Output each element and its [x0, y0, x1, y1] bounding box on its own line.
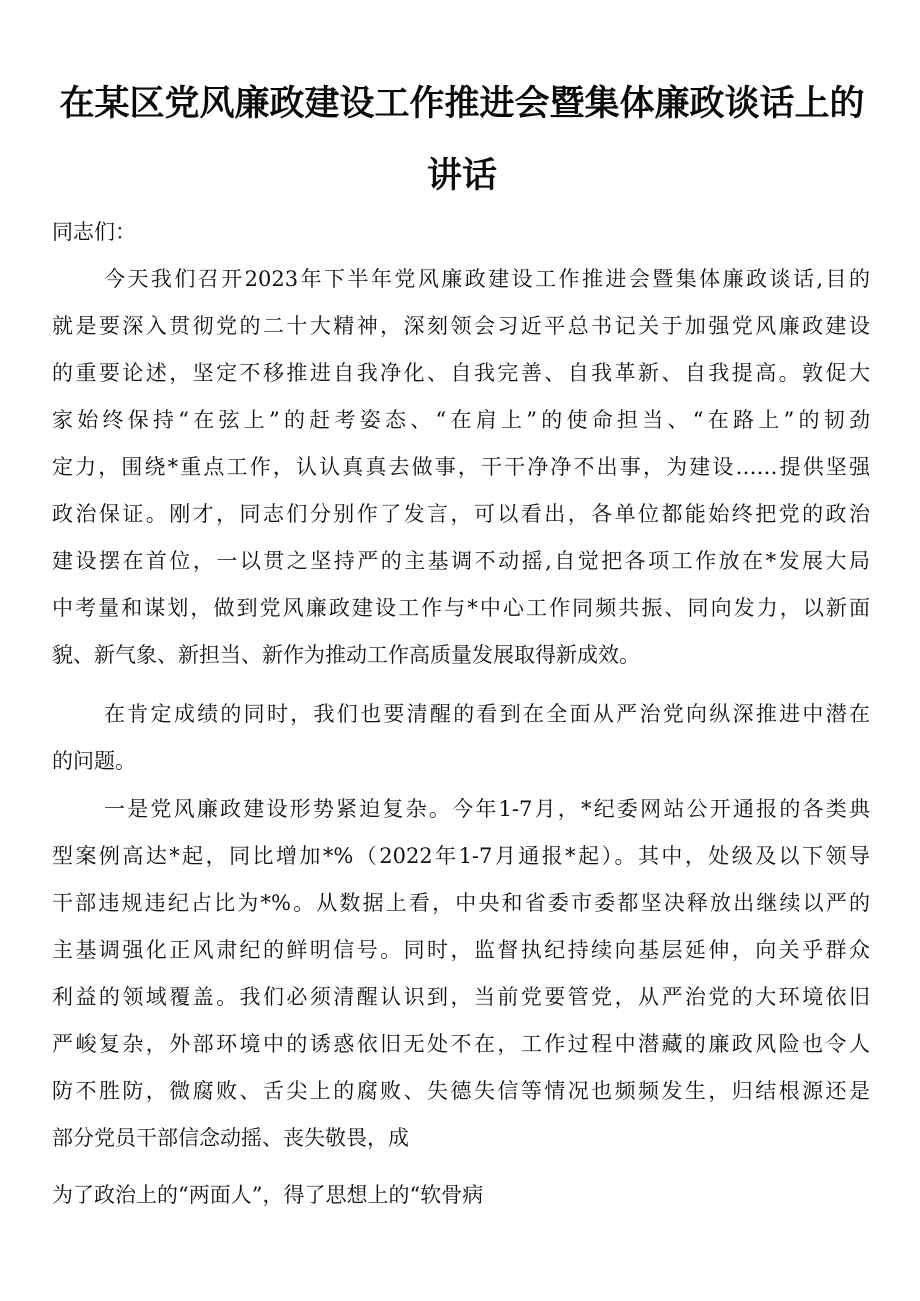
body-line: 政治保证。刚才，同志们分别作了发言，可以看出，各单位都能始终把党的政治 — [52, 502, 870, 526]
body-line: 利益的领域覆盖。我们必须清醒认识到，当前党要管党，从严治党的大环境依旧 — [52, 985, 870, 1009]
document-title-line-1: 在某区党风廉政建设工作推进会暨集体廉政谈话上的 — [59, 84, 865, 124]
body-line: 建设摆在首位，一以贯之坚持严的主基调不动摇,自觉把各项工作放在*发展大局 — [52, 549, 870, 573]
body-line: 的重要论述，坚定不移推进自我净化、自我完善、自我革新、自我提高。敦促大 — [52, 361, 870, 385]
body-line: 为了政治上的“两面人”，得了思想上的“软骨病 — [52, 1183, 484, 1207]
body-line: 一是党风廉政建设形势紧迫复杂。今年1-7月，*纪委网站公开通报的各类典 — [104, 797, 870, 821]
body-line: 的问题。 — [52, 749, 136, 773]
body-line: 干部违规违纪占比为*%。从数据上看，中央和省委市委都坚决释放出继续以严的 — [52, 891, 870, 915]
body-line: 今天我们召开2023年下半年党风廉政建设工作推进会暨集体廉政谈话,目的 — [104, 267, 870, 291]
body-line: 在肯定成绩的同时，我们也要清醒的看到在全面从严治党向纵深推进中潜在 — [104, 702, 870, 726]
body-line: 型案例高达*起，同比增加*%（2022年1-7月通报*起）。其中，处级及以下领导 — [52, 844, 870, 868]
body-line: 防不胜防，微腐败、舌尖上的腐败、失德失信等情况也频频发生，归结根源还是 — [52, 1079, 870, 1103]
body-line: 严峻复杂，外部环境中的诱惑依旧无处不在，工作过程中潜藏的廉政风险也令人 — [52, 1032, 870, 1056]
body-line: 家始终保持“在弦上”的赶考姿态、“在肩上”的使命担当、“在路上”的韧劲 — [52, 408, 870, 432]
body-line: 貌、新气象、新担当、新作为推动工作高质量发展取得新成效。 — [52, 643, 640, 667]
body-line: 部分党员干部信念动摇、丧失敬畏，成 — [52, 1126, 409, 1150]
body-line: 主基调强化正风肃纪的鲜明信号。同时，监督执纪持续向基层延伸，向关乎群众 — [52, 938, 870, 962]
salutation: 同志们： — [52, 220, 136, 244]
body-line: 就是要深入贯彻党的二十大精神，深刻领会习近平总书记关于加强党风廉政建设 — [52, 314, 870, 338]
body-line: 中考量和谋划，做到党风廉政建设工作与*中心工作同频共振、同向发力，以新面 — [52, 596, 870, 620]
body-line: 定力，围绕*重点工作，认认真真去做事，干干净净不出事，为建设……提供坚强 — [52, 455, 870, 479]
document-title-line-2: 讲话 — [426, 156, 497, 196]
